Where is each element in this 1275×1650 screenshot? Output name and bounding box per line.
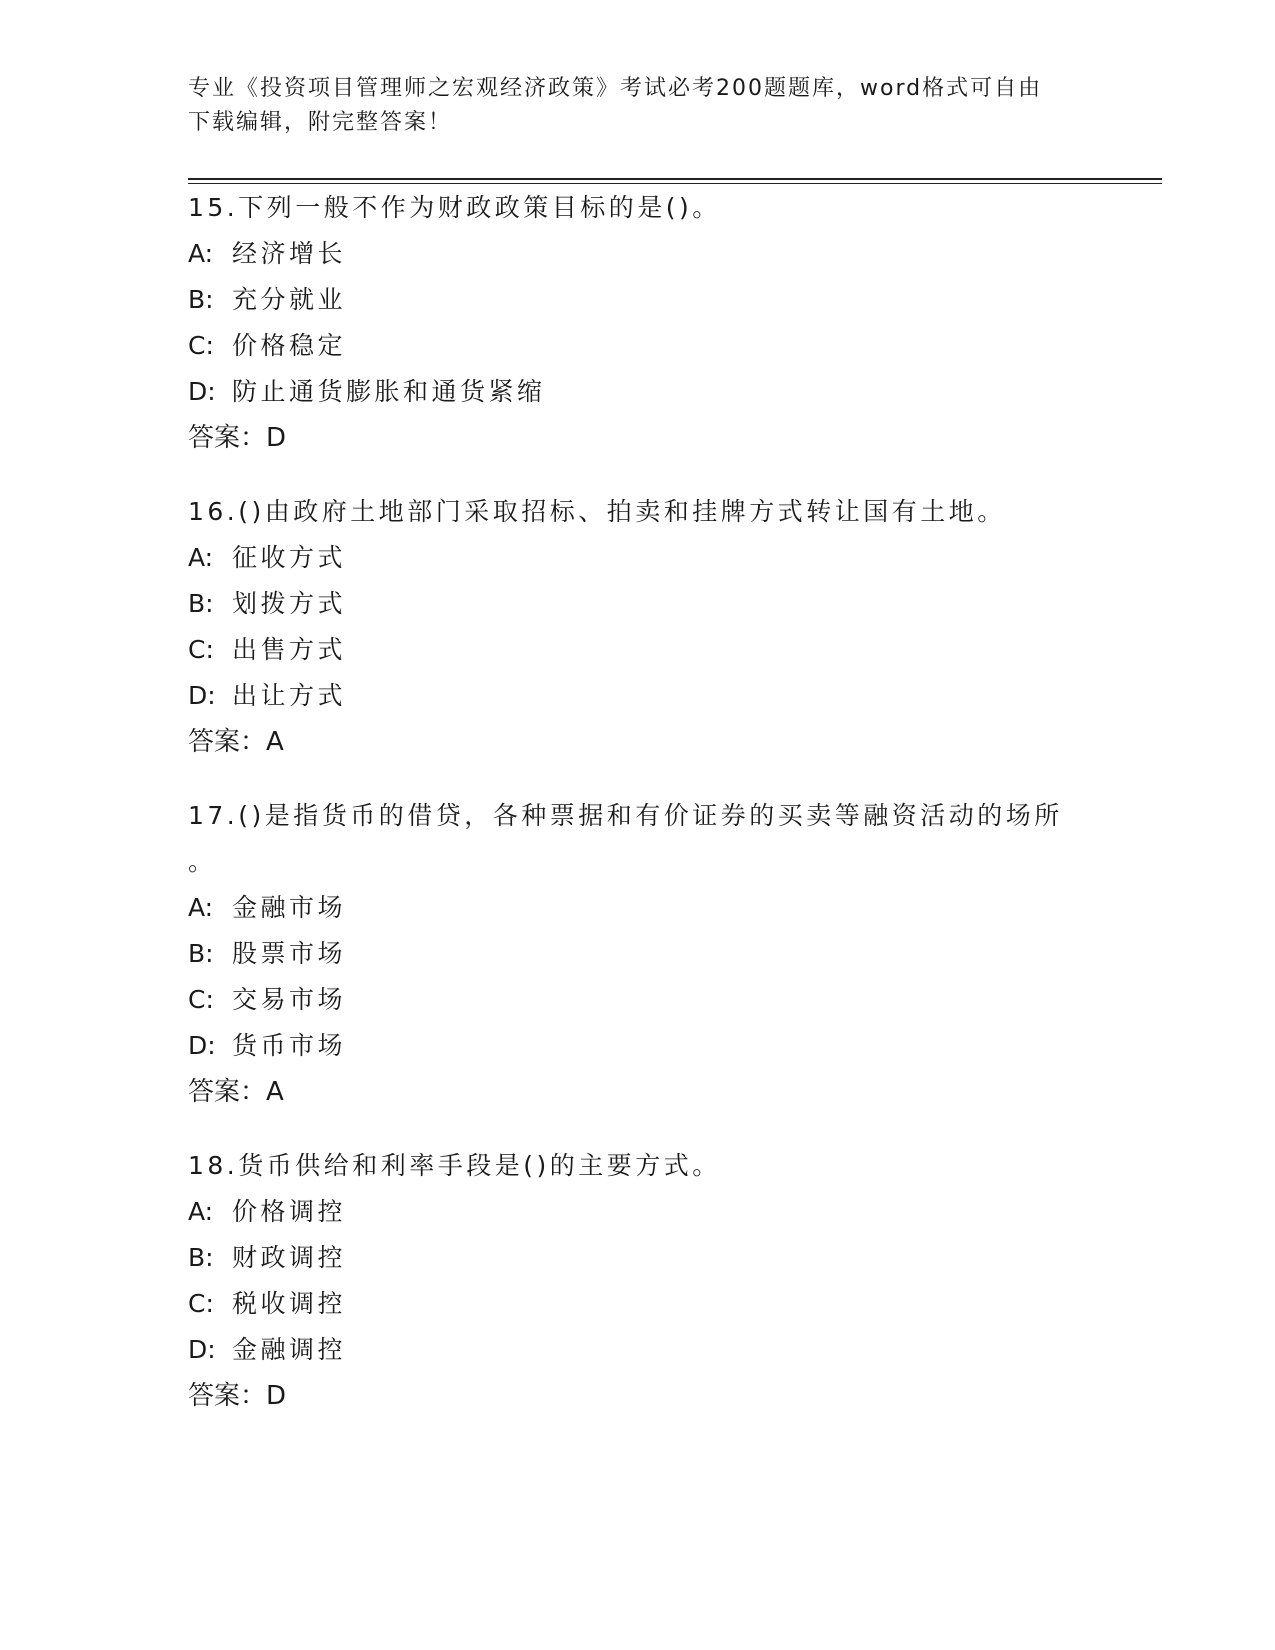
option-text: 货币市场 (232, 1031, 347, 1060)
option-b (188, 938, 1088, 970)
option-b (188, 588, 1088, 620)
option-text: 价格稳定 (232, 331, 347, 360)
header-rule-thin (188, 183, 1162, 184)
document-header (188, 72, 1088, 140)
option-a (188, 1196, 1088, 1228)
option-c (188, 984, 1088, 1016)
option-letter: A: (188, 239, 214, 268)
option-letter: B: (188, 1243, 214, 1272)
option-letter: A: (188, 1197, 214, 1226)
header-line-2: 下载编辑，附完整答案！ (188, 110, 453, 135)
option-text: 交易市场 (232, 985, 347, 1014)
header-rule-thick (188, 178, 1162, 180)
option-c (188, 1288, 1088, 1320)
option-letter: D: (188, 377, 216, 406)
option-letter: B: (188, 285, 214, 314)
option-a (188, 238, 1088, 270)
option-letter: B: (188, 939, 214, 968)
option-letter: D: (188, 681, 216, 710)
answer-line: 答案：D (188, 423, 287, 453)
answer-line: 答案：A (188, 1077, 284, 1107)
question-stem-continuation: 。 (188, 847, 214, 876)
question-17 (188, 800, 1088, 1108)
option-text: 划拨方式 (232, 589, 347, 618)
option-text: 充分就业 (232, 285, 347, 314)
question-stem: 17.()是指货币的借贷，各种票据和有价证券的买卖等融资活动的场所 (188, 801, 1063, 830)
option-letter: C: (188, 635, 214, 664)
option-d (188, 1334, 1088, 1366)
option-d (188, 1030, 1088, 1062)
option-text: 经济增长 (232, 239, 347, 268)
answer-line: 答案：A (188, 727, 284, 757)
option-letter: C: (188, 331, 214, 360)
option-d (188, 680, 1088, 712)
option-letter: D: (188, 1031, 216, 1060)
question-18 (188, 1150, 1088, 1412)
question-stem: 18.货币供给和利率手段是()的主要方式。 (188, 1151, 721, 1180)
option-a (188, 892, 1088, 924)
option-letter: D: (188, 1335, 216, 1364)
option-text: 股票市场 (232, 939, 347, 968)
option-text: 出让方式 (232, 681, 347, 710)
option-letter: A: (188, 893, 214, 922)
option-text: 金融调控 (232, 1335, 347, 1364)
question-15 (188, 192, 1088, 454)
question-stem: 16.()由政府土地部门采取招标、拍卖和挂牌方式转让国有土地。 (188, 497, 1006, 526)
option-a (188, 542, 1088, 574)
option-letter: C: (188, 985, 214, 1014)
option-d (188, 376, 1088, 408)
header-line-1: 专业《投资项目管理师之宏观经济政策》考试必考200题题库，word格式可自由 (188, 76, 1043, 101)
option-text: 征收方式 (232, 543, 347, 572)
option-letter: A: (188, 543, 214, 572)
option-letter: B: (188, 589, 214, 618)
question-stem: 15.下列一般不作为财政政策目标的是()。 (188, 193, 721, 222)
option-text: 税收调控 (232, 1289, 347, 1318)
option-text: 金融市场 (232, 893, 347, 922)
option-text: 防止通货膨胀和通货紧缩 (232, 377, 546, 406)
question-16 (188, 496, 1088, 758)
option-c (188, 634, 1088, 666)
option-text: 价格调控 (232, 1197, 347, 1226)
answer-line: 答案：D (188, 1381, 287, 1411)
option-b (188, 284, 1088, 316)
option-b (188, 1242, 1088, 1274)
option-c (188, 330, 1088, 362)
option-letter: C: (188, 1289, 214, 1318)
option-text: 财政调控 (232, 1243, 347, 1272)
option-text: 出售方式 (232, 635, 347, 664)
